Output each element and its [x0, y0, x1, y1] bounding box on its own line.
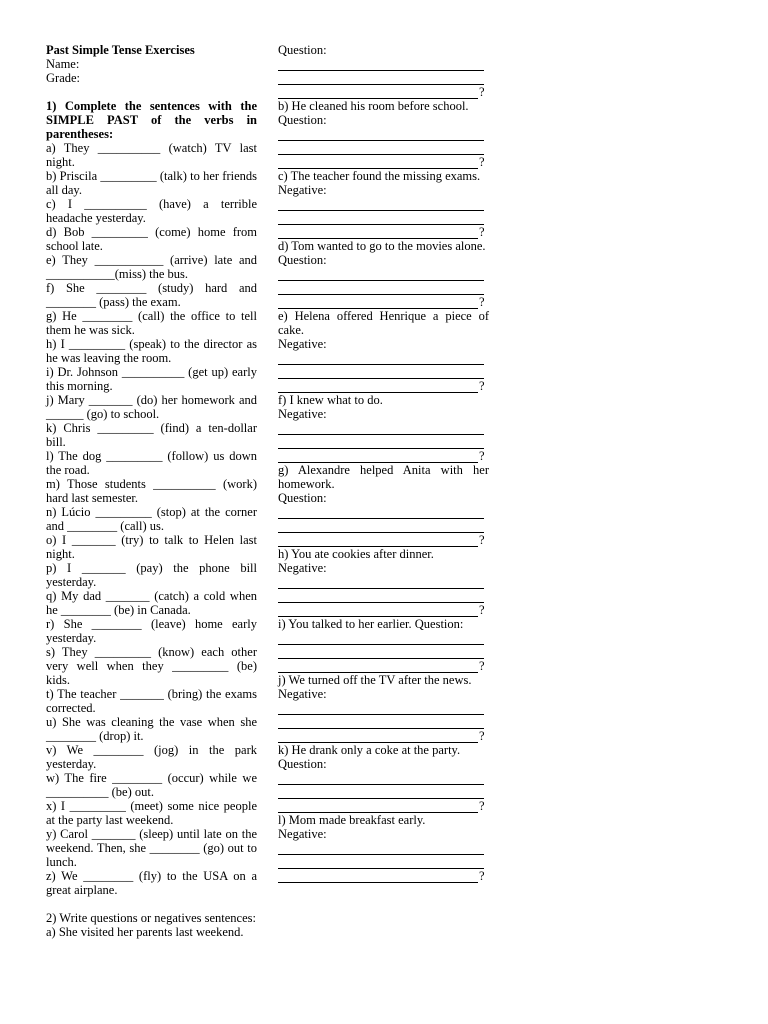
- answer-line[interactable]: [278, 799, 489, 813]
- answer-line[interactable]: [278, 855, 489, 869]
- section2-item: f) I knew what to do.: [278, 393, 383, 407]
- question-mark: ?: [479, 729, 485, 743]
- answer-line[interactable]: [278, 281, 489, 295]
- exercise-item: g) He ________ (call) the office to tell them he was sick.: [46, 309, 257, 337]
- section2-item-label: Negative:: [278, 687, 327, 701]
- section2-item-label: Question:: [278, 253, 327, 267]
- section2-item: k) He drank only a coke at the party.: [278, 743, 461, 757]
- section2-item-label: Question:: [278, 757, 327, 771]
- name-label: Name:: [46, 57, 80, 71]
- answer-line[interactable]: [278, 225, 489, 239]
- answer-line[interactable]: [278, 421, 489, 435]
- answer-line[interactable]: [278, 57, 489, 71]
- grade-label: Grade:: [46, 71, 81, 85]
- answer-line[interactable]: [278, 211, 489, 225]
- exercise-item: i) Dr. Johnson __________ (get up) early this morning.: [46, 365, 257, 393]
- section2-item: l) Mom made breakfast early.: [278, 813, 426, 827]
- answer-line[interactable]: [278, 449, 489, 463]
- section2-item: c) The teacher found the missing exams.: [278, 169, 481, 183]
- answer-line[interactable]: [278, 729, 489, 743]
- answer-line[interactable]: [278, 785, 489, 799]
- section2-item-a-label: Question:: [278, 43, 327, 57]
- question-mark: ?: [479, 225, 485, 239]
- exercise-item: c) I __________ (have) a terrible headache yesterday.: [46, 197, 257, 225]
- answer-line[interactable]: [278, 631, 489, 645]
- question-mark: ?: [479, 449, 485, 463]
- section2-item: b) He cleaned his room before school.: [278, 99, 469, 113]
- answer-line[interactable]: [278, 575, 489, 589]
- section2-item-label: Negative:: [278, 337, 327, 351]
- section2-item: g) Alexandre helped Anita with her homework.: [278, 463, 489, 491]
- exercise-item: d) Bob _________ (come) home from school late.: [46, 225, 257, 253]
- question-mark: ?: [479, 799, 485, 813]
- answer-line[interactable]: [278, 71, 489, 85]
- answer-line[interactable]: [278, 379, 489, 393]
- answer-line[interactable]: [278, 533, 489, 547]
- section2-item: d) Tom wanted to go to the movies alone.: [278, 239, 486, 253]
- question-mark: ?: [479, 155, 485, 169]
- answer-line[interactable]: [278, 869, 489, 883]
- answer-line[interactable]: [278, 841, 489, 855]
- question-mark: ?: [479, 85, 485, 99]
- answer-line[interactable]: [278, 435, 489, 449]
- exercise-item: s) They _________ (know) each other very well when they _________ (be) kids.: [46, 645, 257, 687]
- answer-line[interactable]: [278, 589, 489, 603]
- section1-list: [46, 141, 257, 897]
- section1-instruction: 1) Complete the sentences with the SIMPLE PAST of the verbs in parentheses:: [46, 99, 257, 141]
- right-column: [278, 43, 489, 883]
- answer-line[interactable]: [278, 295, 489, 309]
- answer-line[interactable]: [278, 141, 489, 155]
- exercise-item: e) They ___________ (arrive) late and ___________(miss) the bus.: [46, 253, 257, 281]
- answer-line[interactable]: [278, 659, 489, 673]
- section2-item-a: a) She visited her parents last weekend.: [46, 925, 244, 939]
- answer-line[interactable]: [278, 505, 489, 519]
- exercise-item: z) We ________ (fly) to the USA on a great airplane.: [46, 869, 257, 897]
- section2-item: h) You ate cookies after dinner.: [278, 547, 434, 561]
- left-column: [46, 43, 257, 939]
- exercise-item: k) Chris _________ (find) a ten-dollar bill.: [46, 421, 257, 449]
- answer-line[interactable]: [278, 155, 489, 169]
- section2-instruction: 2) Write questions or negatives sentences:: [46, 911, 256, 925]
- exercise-item: x) I _________ (meet) some nice people at the party last weekend.: [46, 799, 257, 827]
- exercise-item: f) She ________ (study) hard and ________ (pass) the exam.: [46, 281, 257, 309]
- question-mark: ?: [479, 603, 485, 617]
- section2-item-label: Negative:: [278, 561, 327, 575]
- question-mark: ?: [479, 659, 485, 673]
- section2-item-label: Question:: [278, 491, 327, 505]
- exercise-item: j) Mary _______ (do) her homework and ______ (go) to school.: [46, 393, 257, 421]
- section2-item-label: Negative:: [278, 407, 327, 421]
- exercise-item: m) Those students __________ (work) hard last semester.: [46, 477, 257, 505]
- answer-line[interactable]: [278, 519, 489, 533]
- answer-line[interactable]: [278, 771, 489, 785]
- exercise-item: q) My dad _______ (catch) a cold when he ________ (be) in Canada.: [46, 589, 257, 617]
- question-mark: ?: [479, 295, 485, 309]
- exercise-item: o) I _______ (try) to talk to Helen last night.: [46, 533, 257, 561]
- exercise-item: b) Priscila _________ (talk) to her friends all day.: [46, 169, 257, 197]
- answer-line[interactable]: [278, 351, 489, 365]
- question-mark: ?: [479, 379, 485, 393]
- answer-line[interactable]: [278, 603, 489, 617]
- section2-item-label: Negative:: [278, 827, 327, 841]
- section2-item-label: Question:: [278, 113, 327, 127]
- question-mark: ?: [479, 533, 485, 547]
- worksheet-title: Past Simple Tense Exercises: [46, 43, 195, 57]
- exercise-item: y) Carol _______ (sleep) until late on the weekend. Then, she ________ (go) out to lunch.: [46, 827, 257, 869]
- exercise-item: n) Lúcio _________ (stop) at the corner and ________ (call) us.: [46, 505, 257, 533]
- exercise-item: p) I _______ (pay) the phone bill yesterday.: [46, 561, 257, 589]
- exercise-item: h) I _________ (speak) to the director as he was leaving the room.: [46, 337, 257, 365]
- exercise-item: r) She ________ (leave) home early yesterday.: [46, 617, 257, 645]
- answer-line[interactable]: [278, 85, 489, 99]
- answer-line[interactable]: [278, 267, 489, 281]
- exercise-item: a) They __________ (watch) TV last night.: [46, 141, 257, 169]
- answer-line[interactable]: [278, 645, 489, 659]
- answer-line[interactable]: [278, 127, 489, 141]
- answer-line[interactable]: [278, 715, 489, 729]
- section2-item: j) We turned off the TV after the news.: [278, 673, 472, 687]
- exercise-item: w) The fire ________ (occur) while we __________ (be) out.: [46, 771, 257, 799]
- exercise-item: u) She was cleaning the vase when she ________ (drop) it.: [46, 715, 257, 743]
- exercise-item: t) The teacher _______ (bring) the exams corrected.: [46, 687, 257, 715]
- question-mark: ?: [479, 869, 485, 883]
- exercise-item: l) The dog _________ (follow) us down the road.: [46, 449, 257, 477]
- section2-item: i) You talked to her earlier. Question:: [278, 617, 464, 631]
- section2-item: e) Helena offered Henrique a piece of cake.: [278, 309, 489, 337]
- answer-line[interactable]: [278, 197, 489, 211]
- section2-item-label: Negative:: [278, 183, 327, 197]
- section2-list: [278, 99, 489, 883]
- exercise-item: v) We ________ (jog) in the park yesterday.: [46, 743, 257, 771]
- answer-line[interactable]: [278, 701, 489, 715]
- answer-line[interactable]: [278, 365, 489, 379]
